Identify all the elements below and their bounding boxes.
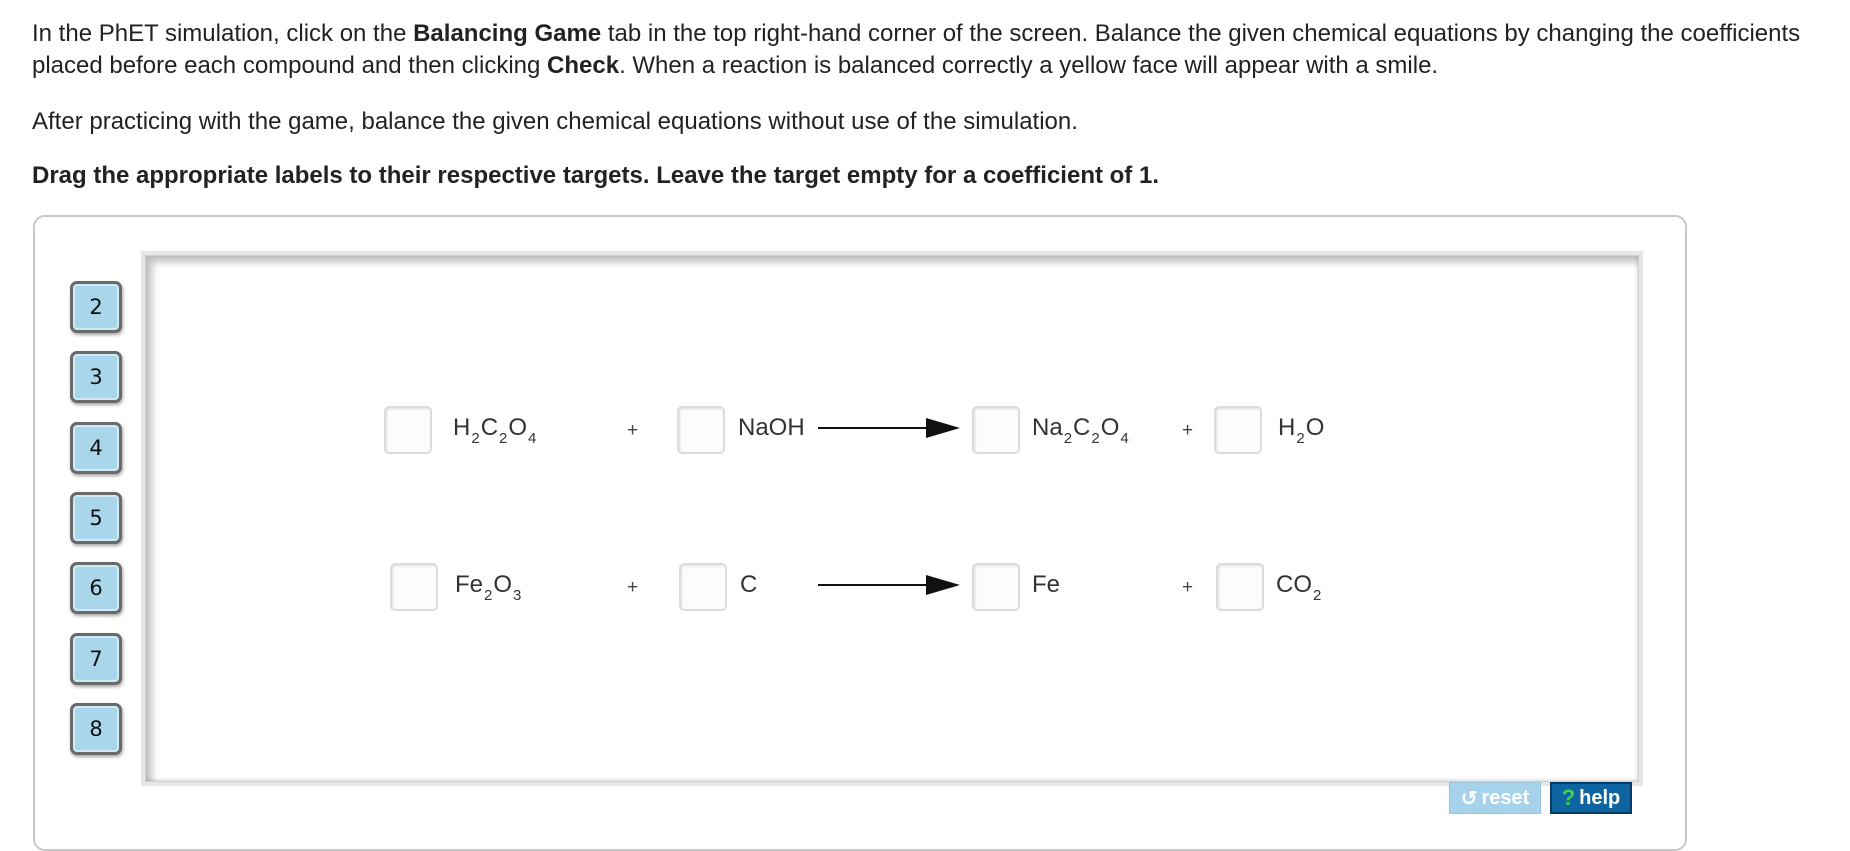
eq2-reaction-arrow-icon: [818, 573, 960, 597]
eq1-reaction-arrow-icon: [818, 416, 960, 440]
label-tile-3[interactable]: 3: [70, 351, 122, 403]
label-tile-4[interactable]: 4: [70, 422, 122, 474]
check-emphasis: Check: [547, 52, 620, 79]
instruction-text: In the PhET simulation, click on the: [32, 20, 414, 47]
eq1-plus-products: +: [1182, 420, 1194, 441]
equation-board: [145, 255, 1639, 782]
label-tile-2[interactable]: 2: [70, 281, 122, 333]
eq1-reactant1-formula: $H_2C_2O_4$: [453, 414, 537, 447]
eq1-product2-formula: $H_2O$: [1278, 414, 1325, 447]
balancing-game-emphasis: Balancing Game: [413, 20, 602, 47]
instruction-text: tab in the top right-hand corner of the screen. Balance the given chemical equations by changing the coefficients placed before each compound and then clicking: [32, 20, 1801, 79]
help-button[interactable]: [1550, 782, 1632, 814]
eq2-product2-formula: $CO_2$: [1276, 571, 1322, 604]
target-eq2-product2[interactable]: [1216, 563, 1264, 611]
instruction-text: . When a reaction is balanced correctly a yellow face will appear with a smile.: [619, 52, 1439, 79]
eq2-plus-products: +: [1182, 577, 1194, 598]
reset-icon: ↺: [1460, 787, 1478, 810]
instruction-paragraph-2: After practicing with the game, balance the given chemical equations without use of the simulation.: [32, 108, 1078, 135]
target-eq1-reactant2[interactable]: [677, 406, 725, 454]
drag-instruction: Drag the appropriate labels to their respective targets. Leave the target empty for a coefficient of 1.: [32, 162, 1159, 189]
help-icon: ?: [1561, 785, 1576, 810]
eq1-plus-reactants: +: [627, 420, 639, 441]
label-tile-6[interactable]: 6: [70, 562, 122, 614]
reset-label: reset: [1481, 786, 1530, 809]
reset-button[interactable]: [1449, 782, 1541, 814]
target-eq2-product1[interactable]: [972, 563, 1020, 611]
target-eq1-reactant1[interactable]: [384, 406, 432, 454]
target-eq1-product1[interactable]: [972, 406, 1020, 454]
eq1-reactant2-formula: NaOH: [738, 414, 805, 441]
target-eq2-reactant1[interactable]: [390, 563, 438, 611]
label-tile-7[interactable]: 7: [70, 633, 122, 685]
target-eq2-reactant2[interactable]: [679, 563, 727, 611]
eq2-reactant2-formula: C: [740, 571, 758, 598]
eq2-product1-formula: Fe: [1032, 571, 1061, 598]
eq2-plus-reactants: +: [627, 577, 639, 598]
instruction-paragraph-1: [32, 18, 1822, 82]
help-label: help: [1579, 786, 1621, 809]
label-tile-8[interactable]: 8: [70, 703, 122, 755]
eq1-product1-formula: $Na_2C_2O_4$: [1032, 414, 1129, 447]
eq2-reactant1-formula: $Fe_2O_3$: [455, 571, 522, 604]
label-tile-5[interactable]: 5: [70, 492, 122, 544]
target-eq1-product2[interactable]: [1214, 406, 1262, 454]
